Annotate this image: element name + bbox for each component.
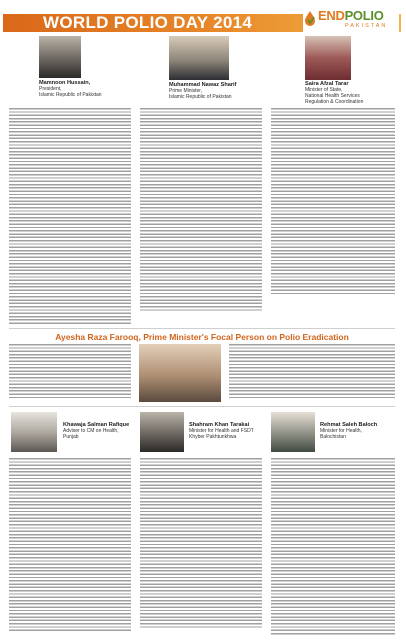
section-divider-1 (9, 328, 395, 329)
president-message-column (9, 108, 131, 324)
punjab-adviser-role-1: Adviser to CM on Health, (63, 428, 119, 434)
punjab-message-column (9, 458, 131, 632)
prime-minister-role-1: Prime Minister, (169, 88, 203, 94)
balochistan-minister-portrait (271, 412, 315, 452)
minister-of-state-portrait (305, 36, 351, 80)
minister-of-state-role-1: Minister of State, (305, 87, 343, 93)
logo-end-text: END (318, 8, 345, 23)
kp-minister-role-2: Khyber Pakhtunkhwa (189, 434, 237, 440)
kp-minister-portrait (140, 412, 184, 452)
punjab-adviser-portrait (11, 412, 57, 452)
kp-message-column (140, 458, 262, 628)
president-message-text (9, 108, 131, 324)
balochistan-minister-role-2: Balochistan (320, 434, 346, 440)
minister-of-state-name: Saira Afzal Tarar (305, 81, 349, 87)
prime-minister-message-column (140, 108, 262, 312)
kp-minister-name: Shahram Khan Tarakai (189, 422, 250, 428)
prime-minister-message-text (140, 108, 262, 312)
polio-drop-icon (303, 10, 317, 26)
minister-of-state-caption (305, 81, 399, 105)
minister-of-state-message-text (271, 108, 395, 294)
president-portrait (39, 36, 81, 78)
logo-polio-text: POLIO (344, 8, 384, 23)
logo-subtext: PAKISTAN (345, 23, 388, 29)
focal-person-portrait (139, 344, 221, 402)
end-polio-logo (303, 7, 399, 33)
balochistan-message-column (271, 458, 395, 636)
prime-minister-portrait (169, 36, 229, 80)
punjab-adviser-name: Khawaja Salman Rafique (63, 422, 130, 428)
balochistan-minister-name: Rehmat Saleh Baloch (320, 422, 378, 428)
minister-of-state-role-2: National Health Services (305, 93, 360, 99)
balochistan-minister-caption (320, 422, 396, 440)
president-caption (39, 80, 129, 98)
prime-minister-name: Muhammad Nawaz Sharif (169, 82, 237, 88)
focal-column-left (9, 344, 131, 400)
punjab-adviser-role-2: Punjab (63, 434, 79, 440)
kp-minister-role-1: Minister for Health and FSDT (189, 428, 254, 434)
president-name: Mamnoon Hussain, (39, 80, 91, 86)
president-role-1: President, (39, 86, 62, 92)
balochistan-minister-role-1: Minister for Health, (320, 428, 362, 434)
prime-minister-role-2: Islamic Republic of Pakistan (169, 94, 232, 100)
newspaper-page (3, 4, 401, 640)
minister-of-state-role-3: Regulation & Coordination (305, 99, 364, 105)
logo-wordmark (318, 8, 384, 23)
focal-text-left (9, 344, 131, 400)
section-divider-2 (9, 406, 395, 407)
focal-column-right (229, 344, 395, 400)
kp-minister-caption (189, 422, 265, 440)
punjab-adviser-caption (63, 422, 135, 440)
minister-of-state-message-column (271, 108, 395, 294)
masthead (3, 4, 401, 34)
focal-text-right (229, 344, 395, 400)
focal-person-heading: Ayesha Raza Farooq, Prime Minister's Focal Person on Polio Eradication (55, 332, 349, 342)
president-role-2: Islamic Republic of Pakistan (39, 92, 102, 98)
punjab-message-text (9, 458, 131, 632)
balochistan-message-text (271, 458, 395, 636)
prime-minister-caption (169, 82, 269, 100)
kp-message-text (140, 458, 262, 628)
page-title: WORLD POLIO DAY 2014 (43, 13, 253, 32)
